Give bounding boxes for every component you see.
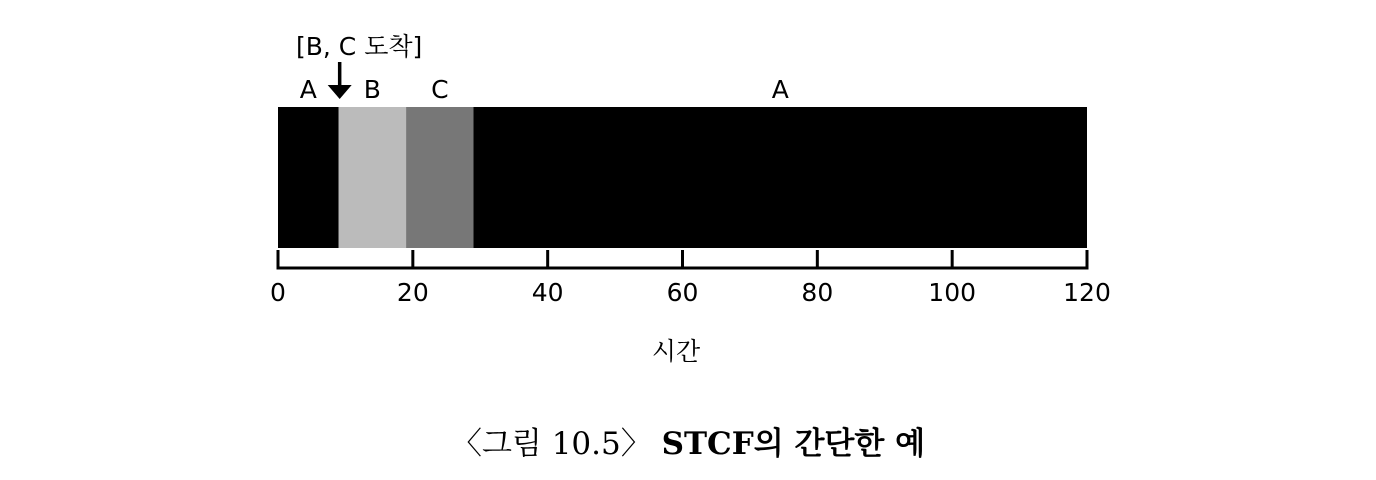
tick-label-40: 40 <box>531 278 564 307</box>
tick-label-60: 60 <box>666 278 699 307</box>
x-axis-label: 시간 <box>651 337 701 366</box>
caption-prefix: 〈그림 10.5〉 <box>450 426 652 462</box>
segment-label-b-1: B <box>363 75 381 104</box>
segment-c-2 <box>406 107 473 248</box>
segments-group <box>278 107 1087 248</box>
segment-labels-group <box>300 75 789 104</box>
segment-b-1 <box>339 107 406 248</box>
tick-label-20: 20 <box>396 278 429 307</box>
figure-caption <box>0 418 1376 463</box>
tick-label-120: 120 <box>1063 278 1111 307</box>
x-axis <box>270 250 1111 307</box>
tick-label-100: 100 <box>928 278 977 307</box>
segment-label-c-2: C <box>431 75 449 104</box>
segment-label-a-3: A <box>771 75 789 104</box>
segment-a-3 <box>474 107 1087 248</box>
arrow-down-icon <box>328 85 352 99</box>
arrival-annotation-text: [B, C 도착] <box>296 32 423 61</box>
tick-label-80: 80 <box>801 278 834 307</box>
tick-label-0: 0 <box>270 278 286 307</box>
segment-label-a-0: A <box>299 75 317 104</box>
caption-title: STCF의 간단한 예 <box>661 426 926 462</box>
segment-a-0 <box>278 107 339 248</box>
